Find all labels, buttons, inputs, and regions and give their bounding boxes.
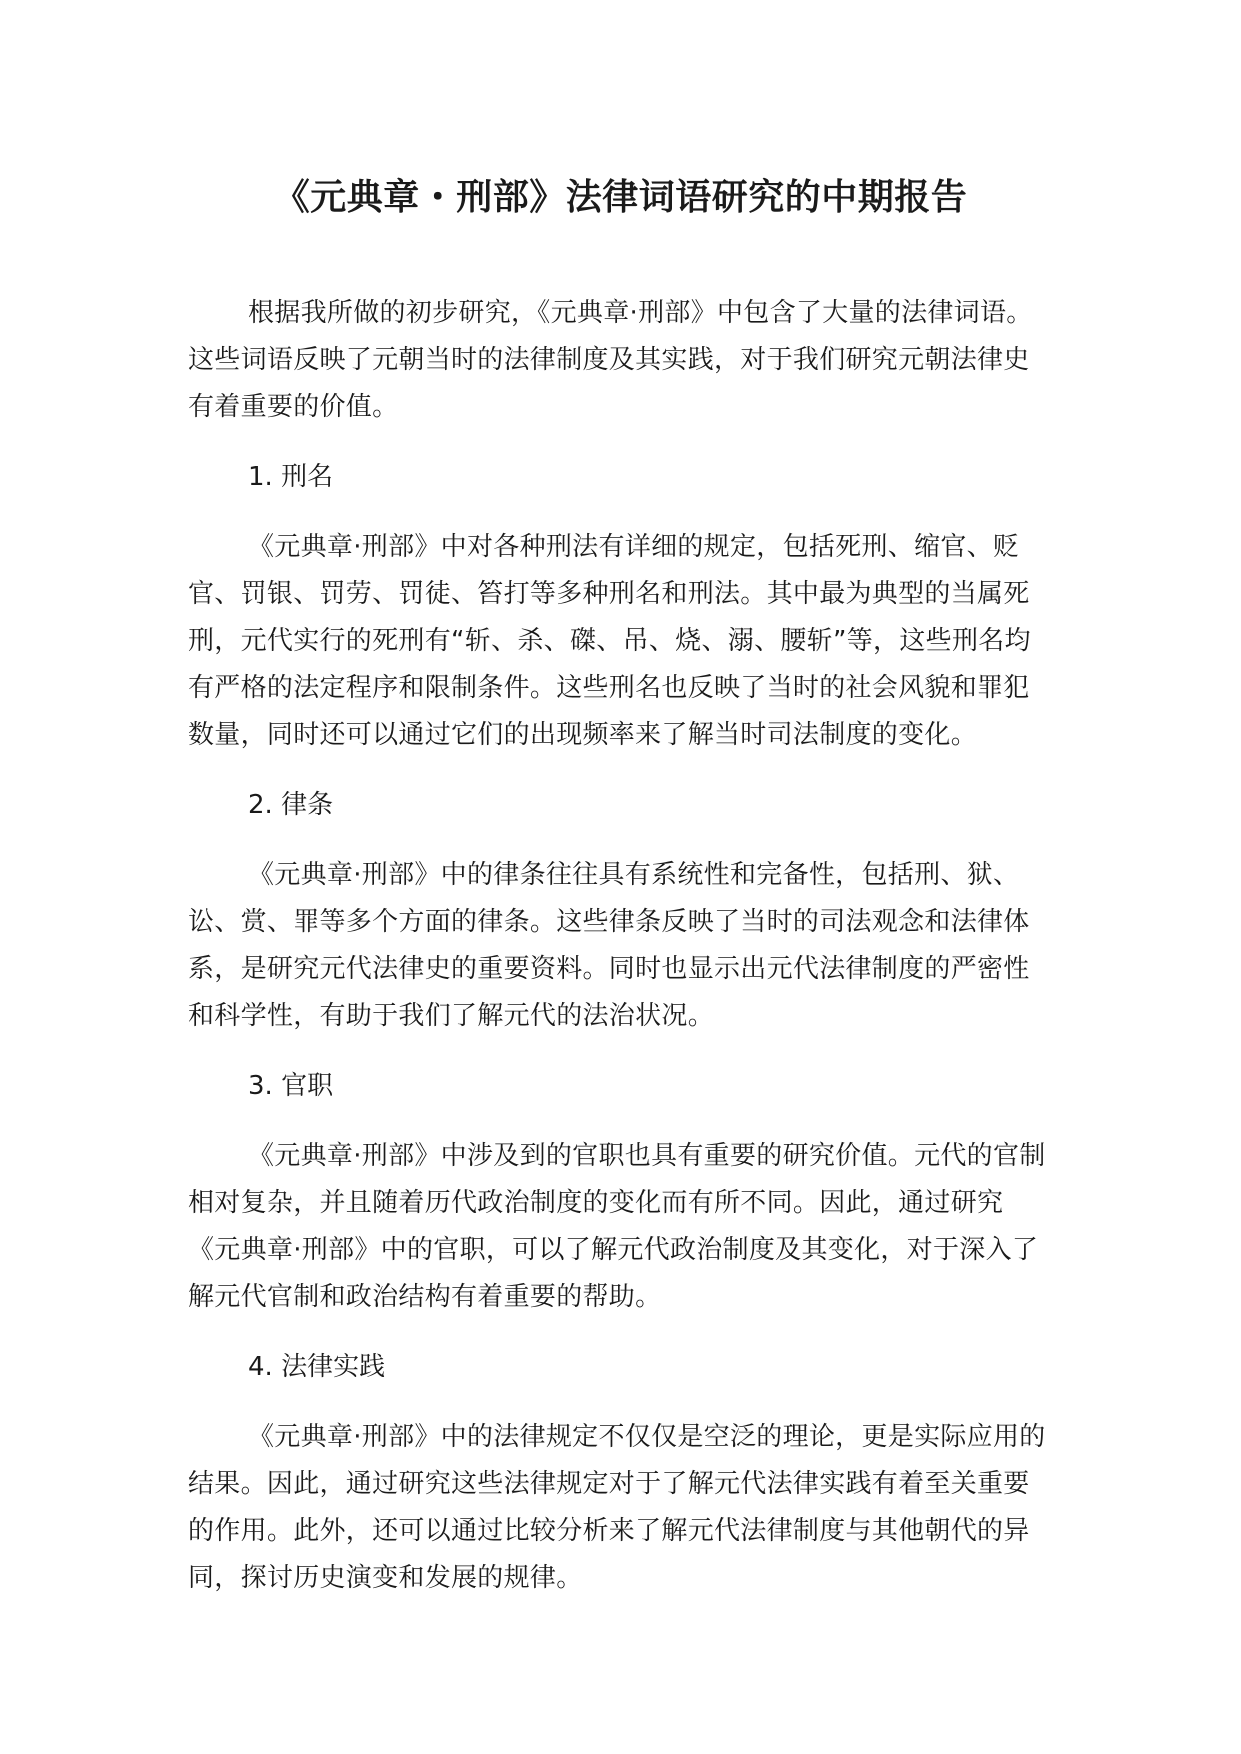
section-paragraph: 《元典章·刑部》中的律条往往具有系统性和完备性，包括刑、狱、讼、赏、罪等多个方面的律条。这些律条反映了当时的司法观念和法律体系，是研究元代法律史的重要资料。同时也显示出元代法律制度的严密性和科学性，有助于我们了解元代的法治状况。 <box>188 860 1030 1031</box>
section-2 <box>188 782 1048 1040</box>
section-heading: 2. 律条 <box>248 790 334 820</box>
section-heading: 3. 官职 <box>248 1071 334 1101</box>
section-paragraph: 《元典章·刑部》中涉及到的官职也具有重要的研究价值。元代的官制相对复杂，并且随着历代政治制度的变化而有所不同。因此，通过研究《元典章·刑部》中的官职，可以了解元代政治制度及其变化，对于深入了解元代官制和政治结构有着重要的帮助。 <box>188 1141 1046 1312</box>
section-3 <box>188 1063 1048 1321</box>
section-4 <box>188 1344 1048 1602</box>
document-body <box>188 290 1048 1625</box>
section-heading: 1. 刑名 <box>248 462 334 492</box>
section-paragraph: 《元典章·刑部》中对各种刑法有详细的规定，包括死刑、缩官、贬官、罚银、罚劳、罚徒、笞打等多种刑名和刑法。其中最为典型的当属死刑，元代实行的死刑有“斩、杀、磔、吊、烧、溺、腰斩”等，这些刑名均有严格的法定程序和限制条件。这些刑名也反映了当时的社会风貌和罪犯数量，同时还可以通过它们的出现频率来了解当时司法制度的变化。 <box>188 532 1031 750</box>
section-1 <box>188 454 1048 759</box>
document-title: 《元典章・刑部》法律词语研究的中期报告 <box>273 177 968 218</box>
section-paragraph: 《元典章·刑部》中的法律规定不仅仅是空泛的理论，更是实际应用的结果。因此，通过研究这些法律规定对于了解元代法律实践有着至关重要的作用。此外，还可以通过比较分析来了解元代法律制度与其他朝代的异同，探讨历史演变和发展的规律。 <box>188 1422 1046 1593</box>
intro-paragraph: 根据我所做的初步研究，《元典章·刑部》中包含了大量的法律词语。这些词语反映了元朝当时的法律制度及其实践，对于我们研究元朝法律史有着重要的价值。 <box>188 298 1033 422</box>
section-heading: 4. 法律实践 <box>248 1352 386 1382</box>
